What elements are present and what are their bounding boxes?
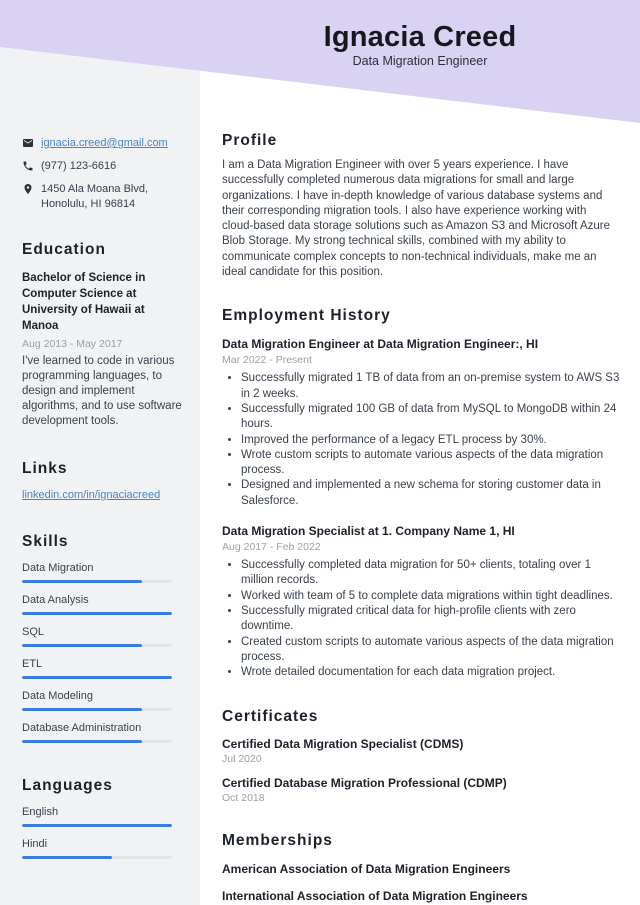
skill-item: [22, 626, 182, 647]
certificate-date: Jul 2020: [222, 753, 262, 766]
contact-phone-row: [22, 159, 182, 177]
job-bullets: [222, 371, 620, 509]
skill-label: ETL: [22, 658, 43, 670]
employment-heading: Employment History: [222, 307, 391, 325]
email-link[interactable]: ignacia.creed@gmail.com: [41, 137, 168, 149]
job-title: Data Migration Specialist at 1. Company Name 1, HI: [222, 524, 515, 539]
profile-section: [222, 132, 620, 280]
skill-bar-fill: [22, 644, 142, 647]
links-heading: Links: [22, 460, 68, 477]
contact-block: [22, 136, 182, 212]
skill-bar-track: [22, 644, 172, 647]
skill-bar-track: [22, 708, 172, 711]
job-dates: Aug 2017 - Feb 2022: [222, 541, 321, 554]
membership-entry: International Association of Data Migration Engineers: [222, 889, 528, 904]
candidate-title: Data Migration Engineer: [352, 54, 488, 68]
skill-item: [22, 562, 182, 583]
skill-bar-fill: [22, 676, 172, 679]
job-bullet: • Worked with team of 5 to complete data migrations within tight deadlines.: [241, 589, 620, 604]
skill-bar-fill: [22, 708, 142, 711]
profile-heading: Profile: [222, 132, 278, 149]
certificate-entry: [222, 737, 620, 765]
skill-label: Data Analysis: [22, 594, 89, 606]
skill-item: [22, 594, 182, 615]
job-dates: Mar 2022 - Present: [222, 354, 312, 367]
location-pin-icon: [22, 183, 34, 212]
certificate-title: Certified Database Migration Professional (CDMP): [222, 776, 507, 791]
language-label: English: [22, 806, 59, 818]
language-bar-track: [22, 856, 172, 859]
skill-label: Database Administration: [22, 722, 142, 734]
job-title: Data Migration Engineer at Data Migration Engineer:, HI: [222, 337, 539, 352]
job-bullet: • Designed and implemented a new schema for storing customer data in Salesforce.: [241, 478, 620, 509]
job-entry: [222, 523, 620, 680]
language-label: Hindi: [22, 838, 48, 850]
education-heading: Education: [22, 241, 106, 258]
skill-bar-fill: [22, 580, 142, 583]
skill-bar-fill: [22, 740, 142, 743]
job-bullet: • Wrote detailed documentation for each data migration project.: [241, 665, 620, 680]
job-bullet: • Wrote custom scripts to automate various aspects of the data migration process.: [241, 448, 620, 479]
main-column: [222, 132, 620, 904]
job-bullet: • Improved the performance of a legacy ETL process by 30%.: [241, 433, 620, 448]
education-dates: Aug 2013 - May 2017: [22, 338, 123, 350]
job-bullet: • Successfully migrated 100 GB of data from MySQL to MongoDB within 24 hours.: [241, 402, 620, 433]
skill-item: [22, 690, 182, 711]
header: [200, 21, 640, 68]
certificates-section: [222, 708, 620, 804]
skill-bar-track: [22, 740, 172, 743]
language-item: [22, 806, 182, 827]
certificate-date: Oct 2018: [222, 792, 265, 805]
contact-address-row: [22, 182, 182, 212]
language-bar-fill: [22, 824, 172, 827]
envelope-icon: [22, 137, 34, 154]
job-bullet: • Created custom scripts to automate various aspects of the data migration process.: [241, 635, 620, 666]
job-entry: [222, 336, 620, 509]
membership-entry: American Association of Data Migration Engineers: [222, 862, 511, 877]
skill-label: Data Modeling: [22, 690, 93, 702]
education-section: [22, 241, 182, 429]
skill-item: [22, 658, 182, 679]
language-bar-track: [22, 824, 172, 827]
links-section: [22, 460, 182, 501]
languages-heading: Languages: [22, 777, 113, 794]
memberships-heading: Memberships: [222, 832, 333, 850]
education-description: I've learned to code in various programming languages, to design and implement algorithms, and to use software development tools.: [22, 355, 182, 427]
skill-label: Data Migration: [22, 562, 94, 574]
skill-item: [22, 722, 182, 743]
phone-number: (977) 123-6616: [41, 160, 117, 172]
certificate-entry: [222, 776, 620, 804]
education-degree: Bachelor of Science in Computer Science at University of Hawaii at Manoa: [22, 272, 146, 332]
job-bullets: [222, 558, 620, 680]
skill-bar-track: [22, 676, 172, 679]
memberships-section: [222, 832, 620, 904]
certificates-heading: Certificates: [222, 708, 319, 726]
languages-section: [22, 777, 182, 859]
job-bullet: • Successfully migrated 1 TB of data from an on-premise system to AWS S3 in 2 weeks.: [241, 371, 620, 402]
employment-section: [222, 307, 620, 680]
job-bullet: • Successfully migrated critical data for high-profile clients with zero downtime.: [241, 604, 620, 635]
skill-bar-track: [22, 580, 172, 583]
skill-bar-track: [22, 612, 172, 615]
skills-section: [22, 533, 182, 743]
address-line2: Honolulu, HI 96814: [41, 198, 136, 210]
profile-text: I am a Data Migration Engineer with over 5 years experience. I have successfully completed numerous data migrations for small and large organizations. I have in-depth knowledge of various database systems and their corresponding migration tools. I also have experience working with cloud-based data storage solutions such as Amazon S3 and Microsoft Azure Blob Storage. My strong technical skills, combined with my ability to communicate complex concepts to non-technical individuals, make me an ideal candidate for this position.: [222, 159, 611, 279]
link-item: [22, 489, 182, 501]
linkedin-link[interactable]: linkedin.com/in/ignaciacreed: [22, 489, 161, 501]
candidate-name: Ignacia Creed: [323, 21, 517, 53]
phone-icon: [22, 160, 34, 177]
address-line1: 1450 Ala Moana Blvd,: [41, 183, 149, 195]
language-bar-fill: [22, 856, 112, 859]
address: [41, 182, 148, 212]
certificate-title: Certified Data Migration Specialist (CDMS): [222, 737, 464, 752]
skill-label: SQL: [22, 626, 45, 638]
contact-email-row: [22, 136, 182, 154]
sidebar: [22, 136, 182, 859]
skills-heading: Skills: [22, 533, 69, 550]
job-bullet: • Successfully completed data migration for 50+ clients, totaling over 1 million records.: [241, 558, 620, 589]
language-item: [22, 838, 182, 859]
skill-bar-fill: [22, 612, 172, 615]
